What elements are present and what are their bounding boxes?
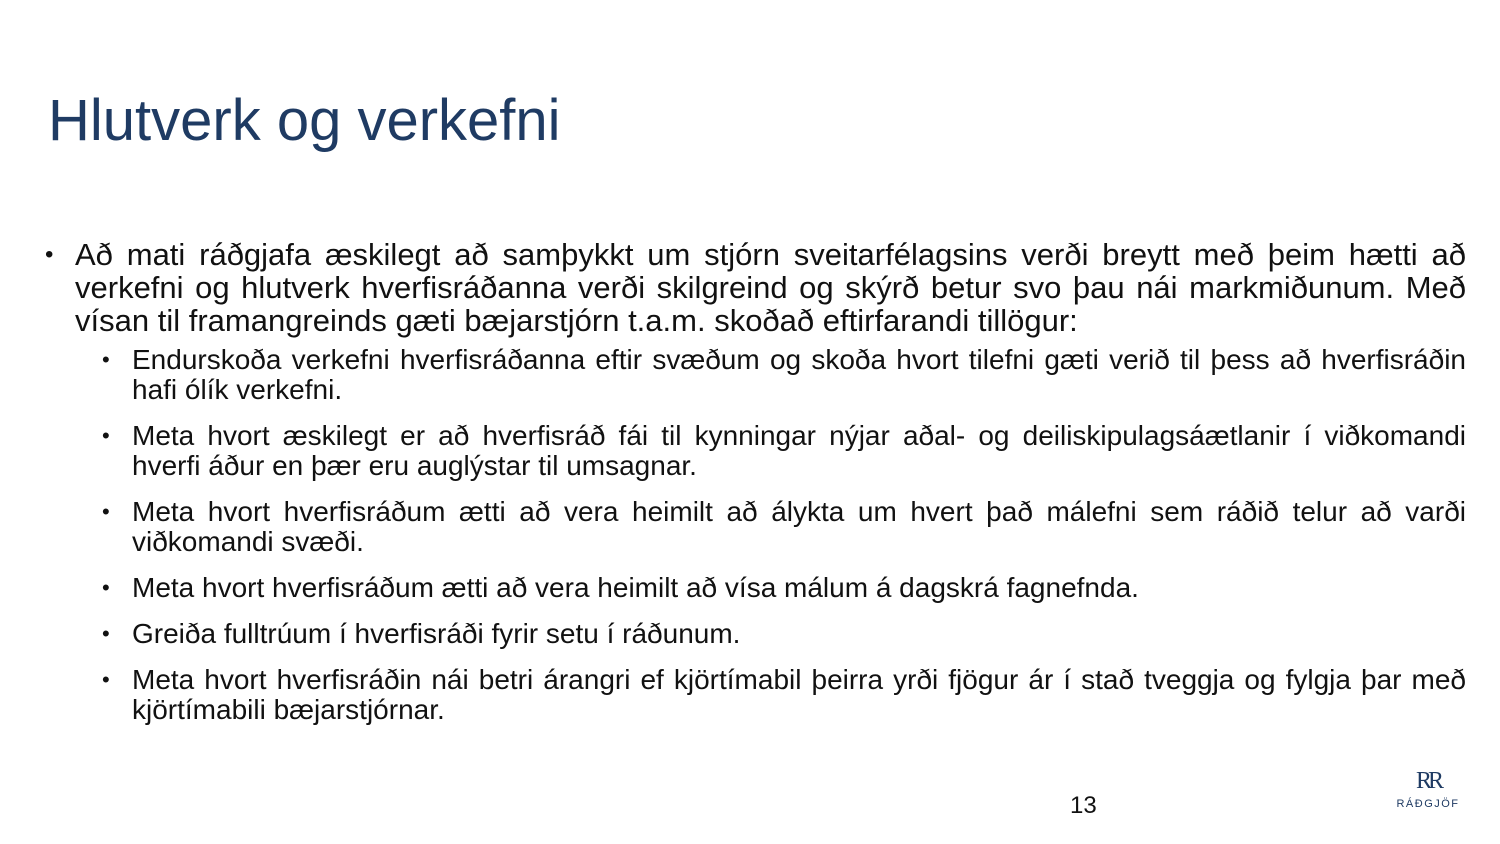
- sub-bullet-item: [102, 421, 1466, 481]
- bullet-glyph: •: [102, 499, 110, 524]
- sub-bullet-item: [102, 619, 1466, 649]
- slide-content: [45, 238, 1466, 741]
- sub-bullet-text: Greiða fulltrúum í hverfisráði fyrir setu í ráðunum.: [132, 618, 741, 649]
- sub-bullet-item: [102, 573, 1466, 603]
- slide-title: Hlutverk og verkefni: [48, 88, 561, 153]
- sub-bullet-text: Meta hvort hverfisráðum ætti að vera heimilt að vísa málum á dagskrá fagnefnda.: [132, 572, 1139, 603]
- sub-bullet-item: [102, 345, 1466, 405]
- bullet-glyph: •: [45, 241, 54, 268]
- bullet-glyph: •: [102, 667, 110, 692]
- bullet-glyph: •: [102, 621, 110, 646]
- main-bullet: [45, 238, 1466, 337]
- sub-bullet-text: Meta hvort hverfisráðum ætti að vera heimilt að álykta um hvert það málefni sem ráðið telur að varði viðkomandi svæði.: [132, 496, 1466, 557]
- company-logo: [1392, 768, 1464, 810]
- page-number: 13: [1070, 792, 1097, 819]
- bullet-glyph: •: [102, 575, 110, 600]
- sub-bullet-item: [102, 497, 1466, 557]
- sub-bullet-text: Endurskoða verkefni hverfisráðanna eftir svæðum og skoða hvort tilefni gæti verið til þess að hverfisráðin hafi ólík verkefni.: [132, 344, 1466, 405]
- logo-mark: RR: [1415, 768, 1440, 794]
- sub-bullet-list: [45, 345, 1466, 725]
- bullet-glyph: •: [102, 347, 110, 372]
- bullet-glyph: •: [102, 423, 110, 448]
- sub-bullet-item: [102, 665, 1466, 725]
- main-bullet-text: Að mati ráðgjafa æskilegt að samþykkt um stjórn sveitarfélagsins verði breytt með þeim hætti að verkefni og hlutverk hverfisráðanna verði skilgreind og skýrð betur svo þau nái markmiðunum. Með vísan til framangreinds gæti bæjarstjórn t.a.m. skoðað eftirfarandi tillögur:: [75, 237, 1466, 338]
- sub-bullet-text: Meta hvort æskilegt er að hverfisráð fái til kynningar nýjar aðal- og deiliskipulagsáætlanir í viðkomandi hverfi áður en þær eru auglýstar til umsagnar.: [132, 420, 1466, 481]
- sub-bullet-text: Meta hvort hverfisráðin nái betri árangri ef kjörtímabil þeirra yrði fjögur ár í stað tveggja og fylgja þar með kjörtímabili bæjarstjórnar.: [132, 664, 1466, 725]
- logo-wordmark: RÁÐGJÖF: [1396, 798, 1460, 810]
